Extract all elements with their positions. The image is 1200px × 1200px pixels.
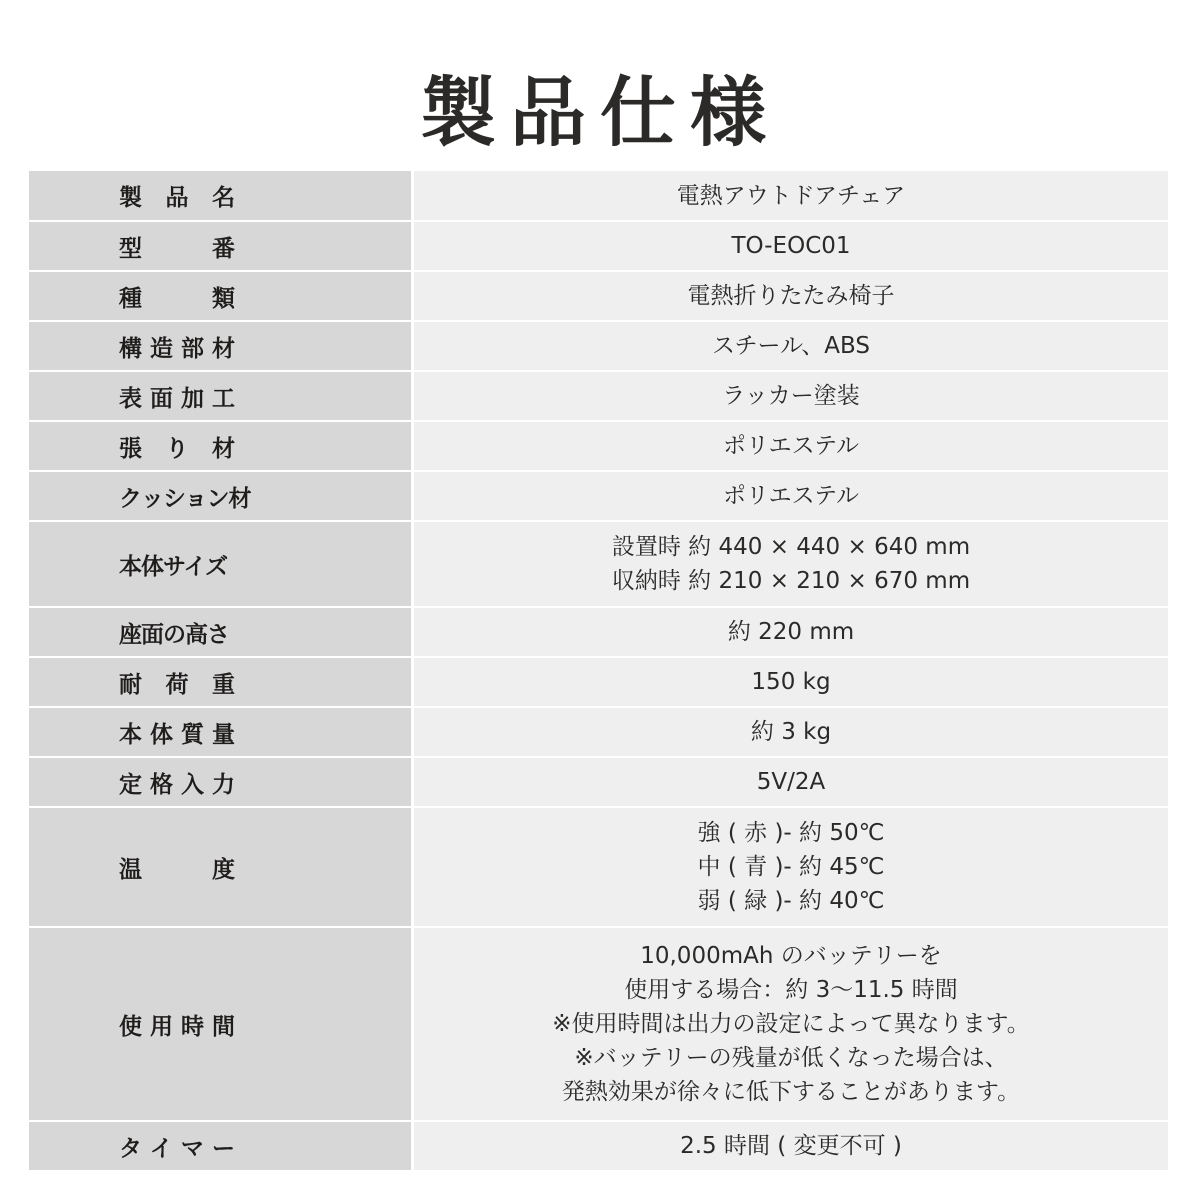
spec-value-cell — [413, 471, 1169, 521]
spec-value: TO-EOC01 — [731, 233, 851, 259]
spec-row-rated-input — [29, 757, 1168, 807]
spec-value: 約 220 mm — [727, 619, 855, 645]
spec-label-cell — [29, 607, 413, 657]
spec-value-cell — [413, 807, 1169, 927]
spec-table — [29, 171, 1168, 1172]
spec-label: 温度 — [119, 856, 235, 883]
spec-row-temperature — [29, 807, 1168, 927]
spec-value: ラッカー塗装 — [722, 383, 860, 409]
spec-value: ポリエステル — [723, 483, 859, 509]
spec-value-cell — [413, 521, 1169, 607]
spec-label-cell — [29, 171, 413, 221]
spec-label-cell — [29, 221, 413, 271]
spec-value: 収納時 約 210 × 210 × 670 mm — [611, 568, 971, 594]
spec-row-type — [29, 271, 1168, 321]
spec-value-cell — [413, 757, 1169, 807]
spec-row-cushion-material — [29, 471, 1168, 521]
spec-value: 設置時 約 440 × 440 × 640 mm — [611, 534, 971, 560]
spec-value-cell — [413, 321, 1169, 371]
spec-value: ※使用時間は出力の設定によって異なります。 — [552, 1011, 1030, 1037]
spec-label-cell — [29, 371, 413, 421]
spec-label: 本体質量 — [119, 721, 235, 748]
spec-label-cell — [29, 927, 413, 1121]
spec-value-cell — [413, 607, 1169, 657]
spec-value-cell — [413, 707, 1169, 757]
spec-row-structure-material — [29, 321, 1168, 371]
spec-label-cell — [29, 271, 413, 321]
spec-value-cell — [413, 371, 1169, 421]
spec-label-cell — [29, 757, 413, 807]
spec-value-cell — [413, 421, 1169, 471]
spec-row-usage-time — [29, 927, 1168, 1121]
spec-value: 弱 ( 緑 )- 約 40℃ — [697, 888, 885, 914]
spec-value-cell — [413, 1121, 1169, 1171]
spec-label-cell — [29, 657, 413, 707]
spec-value: 中 ( 青 )- 約 45℃ — [697, 854, 885, 880]
spec-label: 座面の高さ — [119, 621, 229, 648]
spec-value: ポリエステル — [723, 433, 859, 459]
spec-value: 使用する場合：約 3〜11.5 時間 — [624, 977, 958, 1003]
spec-value: 発熱効果が徐々に低下することがあります。 — [561, 1079, 1021, 1105]
spec-row-load-capacity — [29, 657, 1168, 707]
spec-row-surface-finish — [29, 371, 1168, 421]
spec-value: 約 3 kg — [750, 719, 832, 745]
spec-label: 種類 — [119, 285, 235, 312]
spec-value-cell — [413, 927, 1169, 1121]
spec-value-cell — [413, 271, 1169, 321]
spec-label-cell — [29, 421, 413, 471]
spec-value-cell — [413, 221, 1169, 271]
spec-label: 使用時間 — [119, 1013, 235, 1040]
spec-label-cell — [29, 521, 413, 607]
spec-value: 2.5 時間 ( 変更不可 ) — [680, 1133, 902, 1159]
spec-label: 表面加工 — [119, 385, 235, 412]
spec-value: 電熱アウトドアチェア — [676, 182, 906, 209]
page-title: 製品仕様 — [420, 68, 780, 157]
spec-label-cell — [29, 321, 413, 371]
spec-row-upholstery — [29, 421, 1168, 471]
spec-value: 電熱折りたたみ椅子 — [687, 283, 895, 309]
spec-row-timer — [29, 1121, 1168, 1171]
spec-value: 5V/2A — [756, 769, 826, 795]
spec-label-cell — [29, 471, 413, 521]
spec-label: 本体サイズ — [119, 553, 228, 580]
spec-label: 耐荷重 — [119, 671, 235, 698]
spec-label: 張り材 — [119, 435, 235, 462]
spec-label-cell — [29, 807, 413, 927]
spec-label: 型番 — [119, 235, 235, 262]
spec-label: クッション材 — [119, 485, 251, 512]
spec-label: 製品名 — [119, 185, 235, 211]
spec-label: 定格入力 — [119, 771, 235, 798]
spec-value-cell — [413, 171, 1169, 221]
spec-label-cell — [29, 1121, 413, 1171]
spec-value: スチール、ABS — [712, 333, 870, 359]
spec-value: 150 kg — [751, 669, 831, 695]
spec-label-cell — [29, 707, 413, 757]
spec-row-seat-height — [29, 607, 1168, 657]
spec-value: 10,000mAh のバッテリーを — [640, 943, 942, 969]
spec-row-body-weight — [29, 707, 1168, 757]
spec-label: 構造部材 — [119, 335, 235, 362]
spec-row-model-number — [29, 221, 1168, 271]
spec-value: 強 ( 赤 )- 約 50℃ — [697, 820, 885, 846]
spec-value-cell — [413, 657, 1169, 707]
spec-row-product-name — [29, 171, 1168, 221]
spec-value: ※バッテリーの残量が低くなった場合は、 — [574, 1045, 1008, 1071]
spec-label: タイマー — [119, 1135, 235, 1162]
spec-row-body-size — [29, 521, 1168, 607]
